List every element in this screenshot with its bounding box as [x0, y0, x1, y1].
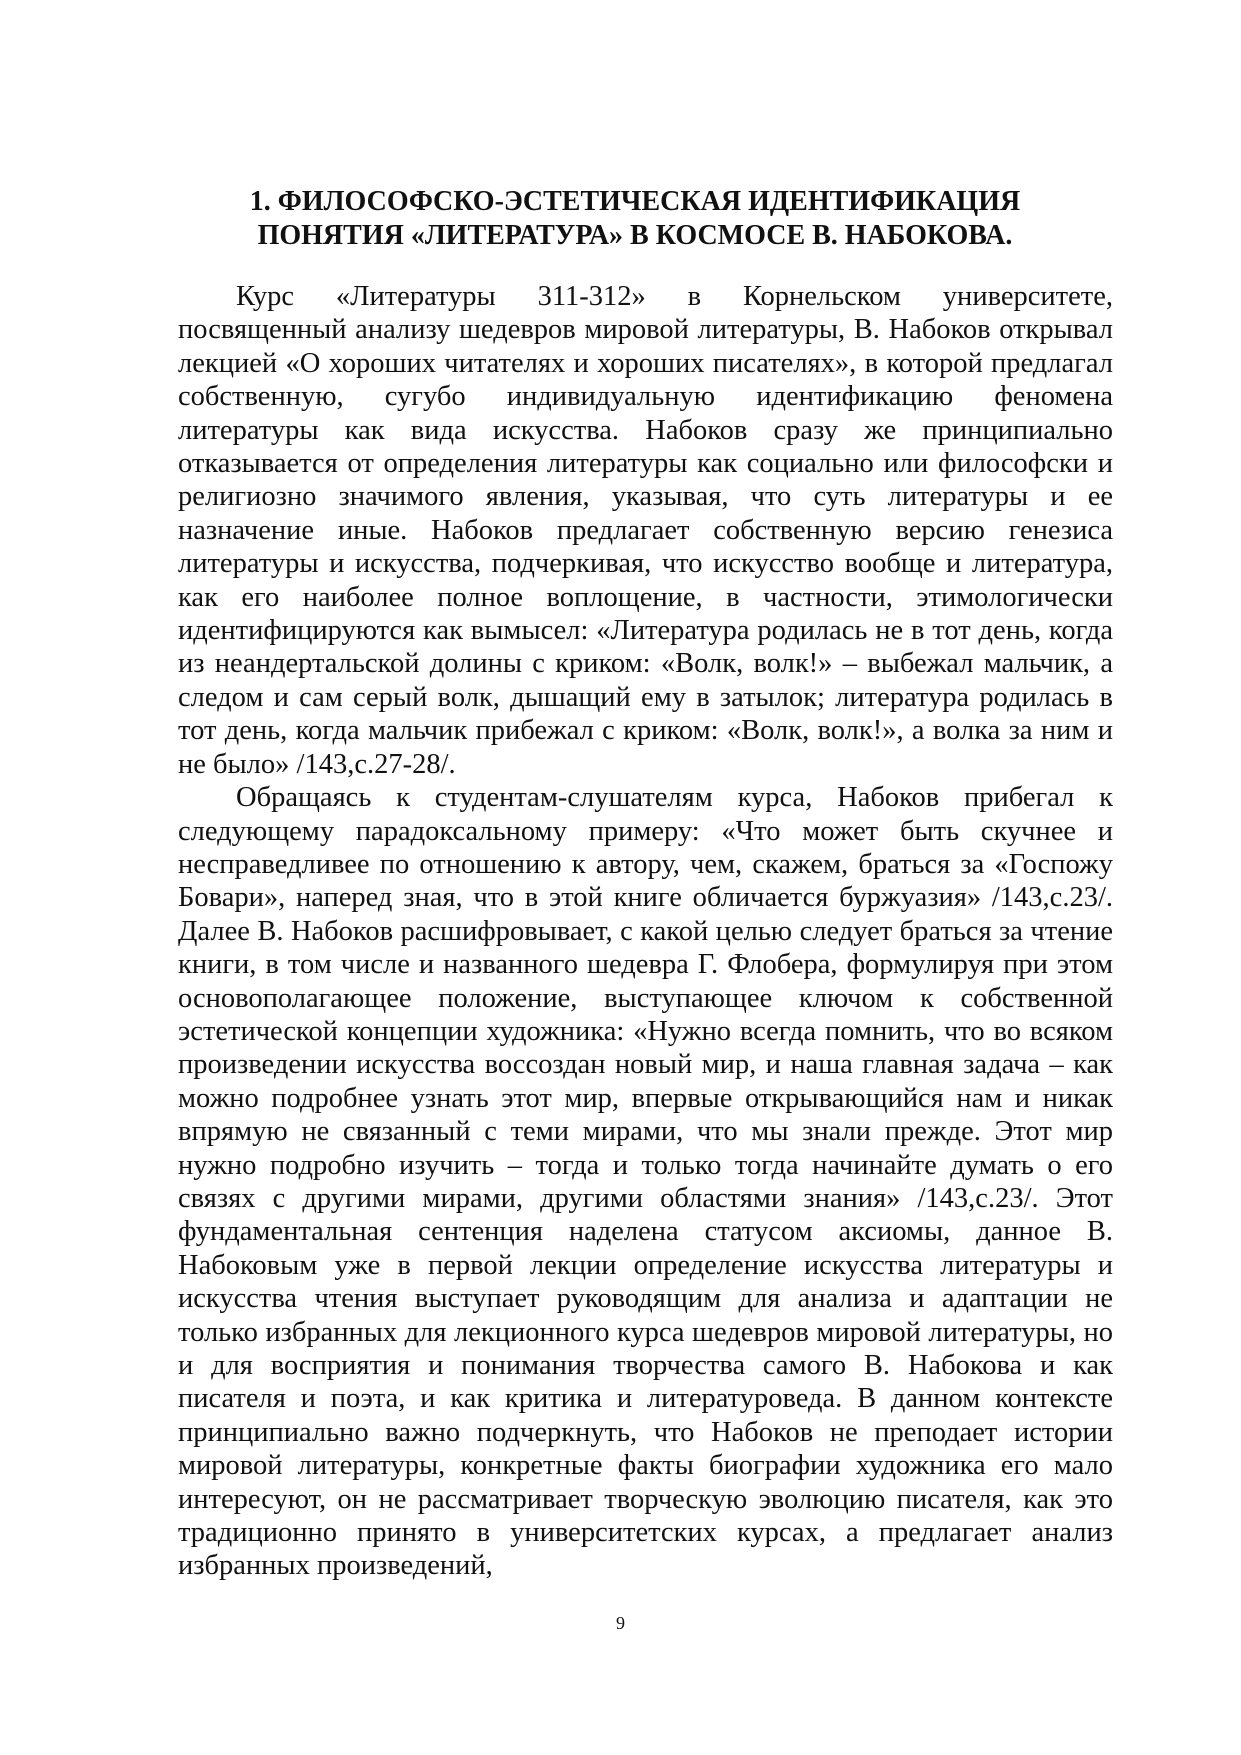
chapter-heading-line-2: ПОНЯТИЯ «ЛИТЕРАТУРА» В КОСМОСЕ В. НАБОКОВА.	[257, 220, 1013, 251]
chapter-heading	[160, 185, 1110, 253]
paragraph: Обращаясь к студентам-слушателям курса, Набоков прибегал к следующему парадоксальному примеру: «Что может быть скучнее и несправедливее по отношению к автору, чем, скажем, браться за «Госпожу Бовари», наперед зная, что в этой книге обличается буржуазия» /143,с.23/. Далее В. Набоков расшифровывает, с какой целью следует браться за чтение книги, в том числе и названного шедевра Г. Флобера, формулируя при этом основополагающее положение, выступающее ключом к собственной эстетической концепции художника: «Нужно всегда помнить, что во всяком произведении искусства воссоздан новый мир, и наша главная задача – как можно подробнее узнать этот мир, впервые открывающийся нам и никак впрямую не связанный с теми мирами, что мы знали прежде. Этот мир нужно подробно изучить – тогда и только тогда начинайте думать о его связях с другими мирами, другими областями знания» /143,с.23/. Этот фундаментальная сентенция наделена статусом аксиомы, данное В. Набоковым уже в первой лекции определение искусства литературы и искусства чтения выступает руководящим для анализа и адаптации не только избранных для лекционного курса шедевров мировой литературы, но и для восприятия и понимания творчества самого В. Набокова и как писателя и поэта, и как критика и литературоведа. В данном контексте принципиально важно подчеркнуть, что Набоков не преподает истории мировой литературы, конкретные факты биографии художника его мало интересуют, он не рассматривает творческую эволюцию писателя, как это традиционно принято в университетских курсах, а предлагает анализ избранных произведений,	[178, 782, 1113, 1582]
chapter-heading-line-1: 1. ФИЛОСОФСКО-ЭСТЕТИЧЕСКАЯ ИДЕНТИФИКАЦИЯ	[249, 186, 1021, 217]
paragraph: Курс «Литературы 311-312» в Корнельском университете, посвященный анализу шедевров мировой литературы, В. Набоков открывал лекцией «О хороших читателях и хороших писателях», в которой предлагал собственную, сугубо индивидуальную идентификацию феномена литературы как вида искусства. Набоков сразу же принципиально отказывается от определения литературы как социально или философски и религиозно значимого явления, указывая, что суть литературы и ее назначение иные. Набоков предлагает собственную версию генезиса литературы и искусства, подчеркивая, что искусство вообще и литература, как его наиболее полное воплощение, в частности, этимологически идентифицируются как вымысел: «Литература родилась не в тот день, когда из неандертальской долины с криком: «Волк, волк!» – выбежал мальчик, а следом и сам серый волк, дышащий ему в затылок; литература родилась в тот день, когда мальчик прибежал с криком: «Волк, волк!», а волка за ним и не было» /143,с.27-28/.	[178, 281, 1113, 780]
body-text	[178, 280, 1113, 1583]
page-number: 9	[616, 1613, 625, 1633]
